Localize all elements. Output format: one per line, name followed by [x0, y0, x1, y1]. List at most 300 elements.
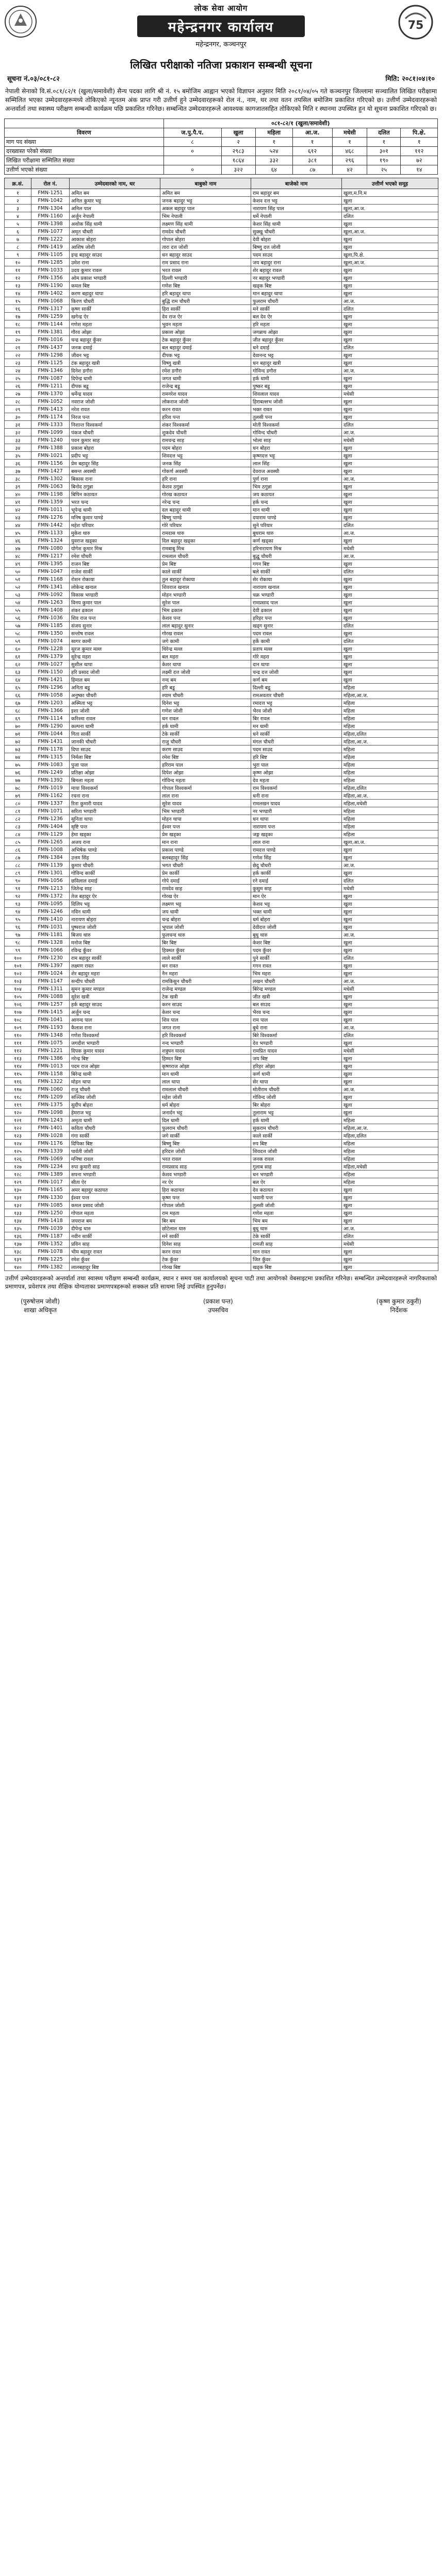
group-cell: खुला: [342, 375, 438, 382]
roll-number-cell: FMN-1402: [31, 290, 70, 297]
father-name-cell: हरिदत्त जोशी: [160, 1147, 251, 1155]
table-row: [5, 444, 438, 452]
group-cell: महिला: [342, 807, 438, 815]
roll-number-cell: FMN-1181: [31, 931, 70, 939]
father-name-cell: गोपाल बोहरा: [160, 235, 251, 243]
table-row: [5, 1047, 438, 1055]
roll-number-cell: FMN-1265: [31, 838, 70, 846]
candidate-name-cell: दिपा साउद: [70, 745, 160, 753]
father-name-cell: जगे सार्की: [160, 1132, 251, 1140]
summary-cell: १९०: [367, 156, 401, 165]
group-cell: दलित: [342, 877, 438, 885]
serial-cell: ४६: [5, 537, 31, 545]
candidate-name-cell: ओम प्रकाश भण्डारी: [70, 274, 160, 282]
roll-number-cell: FMN-1033: [31, 266, 70, 274]
candidate-name-cell: गोविन्द कार्की: [70, 869, 160, 877]
father-name-cell: शुकदेव चौधरी: [160, 429, 251, 436]
grandfather-name-cell: धर्म बोहरा: [251, 916, 342, 923]
serial-cell: ९९: [5, 946, 31, 954]
candidate-name-cell: रमेश चौधरी: [70, 552, 160, 560]
serial-cell: ९२: [5, 892, 31, 900]
group-cell: महिला: [342, 745, 438, 753]
table-row: [5, 1232, 438, 1240]
grandfather-name-cell: रमादत्त भट्ट: [251, 699, 342, 707]
serial-cell: १०४: [5, 985, 31, 993]
serial-cell: ६४: [5, 676, 31, 684]
father-name-cell: राम महता: [160, 1209, 251, 1217]
serial-cell: १३३: [5, 1209, 31, 1217]
grandfather-name-cell: बुधराम थारु: [251, 529, 342, 537]
summary-cell: ८७: [292, 165, 332, 175]
grandfather-name-cell: बिरेन्द्र मण्डल: [251, 985, 342, 993]
table-row: [5, 916, 438, 923]
table-row: [5, 745, 438, 753]
grandfather-name-cell: गगन रावत: [251, 962, 342, 970]
candidate-name-cell: प्रकाश बोहरा: [70, 444, 160, 452]
table-row: [5, 436, 438, 444]
father-name-cell: हरि राना: [160, 475, 251, 483]
roll-number-cell: FMN-1088: [31, 993, 70, 1001]
candidate-name-cell: आकाश बोहरा: [70, 235, 160, 243]
table-row: [5, 259, 438, 266]
grandfather-name-cell: धन भण्डारी: [251, 1171, 342, 1178]
group-cell: महिला: [342, 684, 438, 691]
serial-cell: ७४: [5, 753, 31, 761]
father-name-cell: लक्ष्मण सिंह धामी: [160, 220, 251, 228]
father-name-cell: बलबहादुर सिंह: [160, 854, 251, 861]
table-row: [5, 421, 438, 429]
serial-cell: ६३: [5, 668, 31, 676]
serial-cell: १८: [5, 320, 31, 328]
roll-number-cell: FMN-1036: [31, 614, 70, 622]
roll-number-cell: FMN-1337: [31, 800, 70, 807]
candidate-name-cell: नारायण बोहरा: [70, 916, 160, 923]
group-cell: महिला,मधेसी: [342, 800, 438, 807]
roll-number-cell: FMN-1230: [31, 954, 70, 962]
grandfather-name-cell: दान थापा: [251, 660, 342, 668]
signature: [21, 1297, 60, 1314]
roll-number-cell: FMN-1301: [31, 869, 70, 877]
father-name-cell: लक्ष्मण भट्ट: [160, 900, 251, 908]
table-row: [5, 1062, 438, 1070]
grandfather-name-cell: बुद्धु चौधरी: [251, 552, 342, 560]
roll-number-cell: FMN-1066: [31, 946, 70, 954]
candidate-name-cell: अनिता बडू: [70, 684, 160, 691]
father-name-cell: दिल बहादुर खड्का: [160, 537, 251, 545]
serial-cell: ७३: [5, 745, 31, 753]
candidate-name-cell: सृष्टि पन्त: [70, 823, 160, 831]
group-cell: दलित: [342, 212, 438, 220]
roll-number-cell: FMN-1296: [31, 684, 70, 691]
summary-col-header: महिला: [255, 128, 292, 138]
table-row: [5, 1248, 438, 1256]
candidate-name-cell: जितेन्द्र साह: [70, 885, 160, 892]
candidate-name-cell: दिपिका बिष्ट: [70, 1140, 160, 1147]
grandfather-name-cell: रामलखन यादव: [251, 800, 342, 807]
serial-cell: ५२: [5, 583, 31, 591]
table-row: [5, 637, 438, 645]
table-row: [5, 931, 438, 939]
group-cell: मधेसी: [342, 1240, 438, 1248]
group-cell: खुला: [342, 1093, 438, 1101]
father-name-cell: राजेन्द्र बडू: [160, 382, 251, 390]
candidate-name-cell: प्रतिक्षा ओझा: [70, 769, 160, 776]
grandfather-name-cell: पुर्ण राना: [251, 475, 342, 483]
table-row: [5, 344, 438, 351]
group-cell: खुला: [342, 382, 438, 390]
grandfather-name-cell: केशव भट्ट: [251, 900, 342, 908]
grandfather-name-cell: मंगल चौधरी: [251, 738, 342, 745]
candidate-name-cell: सन्दीप चौधरी: [70, 977, 160, 985]
roll-number-cell: FMN-1019: [31, 784, 70, 792]
father-name-cell: दिल्ली भण्डारी: [160, 274, 251, 282]
summary-cell: [163, 156, 221, 165]
grandfather-name-cell: धनी राना: [251, 792, 342, 800]
serial-cell: १३१: [5, 1194, 31, 1201]
serial-cell: १०८: [5, 1016, 31, 1024]
table-row: [5, 413, 438, 421]
serial-cell: १३९: [5, 1256, 31, 1263]
table-row: [5, 1116, 438, 1124]
summary-cell: ०: [163, 147, 221, 156]
roll-number-cell: FMN-1442: [31, 521, 70, 529]
group-cell: आ.ज.: [342, 1086, 438, 1093]
group-cell: खुला: [342, 993, 438, 1001]
summary-cell: ८: [163, 138, 221, 147]
group-cell: खुला: [342, 846, 438, 854]
group-cell: महिला: [342, 815, 438, 823]
father-name-cell: सुरेश यादव: [160, 800, 251, 807]
signatory-title: निर्देशक: [390, 1307, 408, 1314]
roll-number-cell: FMN-1408: [31, 606, 70, 614]
summary-cell: १८६४: [221, 156, 255, 165]
group-cell: दलित: [342, 954, 438, 962]
table-row: [5, 1225, 438, 1232]
summary-col-header: ज.पु.पै.प.: [163, 128, 221, 138]
candidate-name-cell: दीपक बडू: [70, 382, 160, 390]
summary-cell: ३३२: [255, 156, 292, 165]
table-row: [5, 282, 438, 290]
group-cell: खुला: [342, 591, 438, 599]
father-name-cell: केशव ठगुन्ना: [160, 483, 251, 490]
table-row: [5, 861, 438, 869]
father-name-cell: रामप्रसाद साह: [160, 1163, 251, 1171]
candidate-name-cell: गणेश महता: [70, 320, 160, 328]
father-name-cell: गोपे दमाई: [160, 877, 251, 885]
table-row: [5, 297, 438, 305]
grandfather-name-cell: गणेश सिंह: [251, 854, 342, 861]
grandfather-name-cell: रामदत्त पाण्डे: [251, 846, 342, 854]
table-row: [5, 467, 438, 475]
table-row: [5, 1163, 438, 1171]
table-row: [5, 954, 438, 962]
results-col-header: उत्तीर्ण भएको समूह: [342, 178, 438, 189]
group-cell: खुला: [342, 583, 438, 591]
roll-number-cell: FMN-1413: [31, 405, 70, 413]
candidate-name-cell: कविता चौधरी: [70, 1124, 160, 1132]
grandfather-name-cell: सुकराम चौधरी: [251, 1124, 342, 1132]
father-name-cell: धन बहादुर साउद: [160, 251, 251, 259]
serial-cell: ६८: [5, 707, 31, 715]
grandfather-name-cell: गुलाब साह: [251, 1163, 342, 1171]
roll-number-cell: FMN-1259: [31, 313, 70, 320]
serial-cell: २४: [5, 367, 31, 375]
father-name-cell: लाले सार्की: [160, 954, 251, 962]
summary-cell: ५२४: [255, 147, 292, 156]
serial-cell: १३२: [5, 1201, 31, 1209]
candidate-name-cell: सुशील थापा: [70, 660, 160, 668]
grandfather-name-cell: देव कठायत: [251, 1186, 342, 1194]
grandfather-name-cell: चक्र भण्डारी: [251, 591, 342, 599]
notice-title: लिखित परीक्षाको नतिजा प्रकाशन सम्बन्धी सूचना: [130, 59, 312, 71]
roll-number-cell: FMN-1078: [31, 1248, 70, 1256]
group-cell: महिला,आ.ज.: [342, 792, 438, 800]
table-row: [5, 753, 438, 761]
table-row: [5, 892, 438, 900]
group-cell: खुला: [342, 1039, 438, 1047]
roll-number-cell: FMN-1389: [31, 1171, 70, 1178]
serial-cell: ५१: [5, 575, 31, 583]
roll-number-cell: FMN-1311: [31, 985, 70, 993]
table-row: [5, 537, 438, 545]
grandfather-name-cell: मोतीराम चौधरी: [251, 1086, 342, 1093]
table-row: [5, 885, 438, 892]
signatory-name: (कृष्ण कुमार ठकुरी): [376, 1298, 421, 1305]
serial-cell: २: [5, 197, 31, 205]
table-row: [5, 460, 438, 467]
candidate-name-cell: उमेश राना: [70, 259, 160, 266]
group-cell: खुला: [342, 560, 438, 568]
table-row: [5, 854, 438, 861]
serial-cell: १३५: [5, 1225, 31, 1232]
candidate-name-cell: निर्मला बिष्ट: [70, 753, 160, 761]
grandfather-name-cell: पुने सार्की: [251, 954, 342, 962]
serial-cell: ३५: [5, 452, 31, 460]
table-row: [5, 1093, 438, 1101]
group-cell: खुला: [342, 266, 438, 274]
father-name-cell: केशव भण्डारी: [160, 1171, 251, 1178]
roll-number-cell: FMN-1158: [31, 1070, 70, 1078]
table-row: [5, 900, 438, 908]
candidate-name-cell: सुरज कुमार मल्ल: [70, 645, 160, 653]
serial-cell: १४०: [5, 1263, 31, 1271]
father-name-cell: हिरा कठायत: [160, 1186, 251, 1194]
summary-cell: ११२: [401, 147, 438, 156]
candidate-name-cell: करण बहादुर थापा: [70, 290, 160, 297]
serial-cell: १२९: [5, 1178, 31, 1186]
serial-cell: २५: [5, 375, 31, 382]
grandfather-name-cell: गगन बिष्ट: [251, 560, 342, 568]
father-name-cell: अमित बम: [160, 189, 251, 197]
candidate-name-cell: विनय कुमार पाल: [70, 599, 160, 606]
table-row: [5, 359, 438, 367]
serial-cell: ८१: [5, 807, 31, 815]
serial-cell: ७७: [5, 776, 31, 784]
roll-number-cell: FMN-1421: [31, 676, 70, 684]
candidate-name-cell: आशिष जोशी: [70, 243, 160, 251]
candidate-name-cell: उत्तम सिंह: [70, 854, 160, 861]
father-name-cell: फुलचन्द थारु: [160, 931, 251, 939]
candidate-name-cell: कृष्ण सार्की: [70, 305, 160, 313]
roll-number-cell: FMN-1008: [31, 846, 70, 854]
roll-number-cell: FMN-1129: [31, 831, 70, 838]
grandfather-name-cell: रने दमाई: [251, 877, 342, 885]
candidate-name-cell: बसन्त अवस्थी: [70, 467, 160, 475]
grandfather-name-cell: लाल सिंह: [251, 460, 342, 467]
summary-cell: ३८१: [292, 156, 332, 165]
grandfather-name-cell: भिम ठगुन्ना: [251, 483, 342, 490]
roll-number-cell: FMN-1083: [31, 761, 70, 769]
father-name-cell: श्याम चौधरी: [160, 691, 251, 699]
group-cell: खुला: [342, 1186, 438, 1194]
group-cell: खुला: [342, 398, 438, 405]
grandfather-name-cell: बिष्णु दत्त जोशी: [251, 243, 342, 251]
table-row: [5, 1101, 438, 1109]
group-cell: खुला: [342, 1248, 438, 1256]
roll-number-cell: FMN-1333: [31, 421, 70, 429]
roll-number-cell: FMN-1052: [31, 398, 70, 405]
father-name-cell: प्रेम खड्का: [160, 831, 251, 838]
candidate-name-cell: राजेश सार्की: [70, 568, 160, 575]
grandfather-name-cell: भिम महरा: [251, 970, 342, 977]
grandfather-name-cell: तुलसी जोशी: [251, 1201, 342, 1209]
group-cell: खुला: [342, 892, 438, 900]
candidate-name-cell: बिनोद ठगुन्ना: [70, 483, 160, 490]
summary-cell: १: [292, 138, 332, 147]
candidate-name-cell: भरत चन्द: [70, 498, 160, 506]
roll-number-cell: FMN-1250: [31, 1209, 70, 1217]
grandfather-name-cell: देव भण्डारी: [251, 1039, 342, 1047]
group-cell: खुला: [342, 351, 438, 359]
group-cell: खुला: [342, 1194, 438, 1201]
group-cell: खुला: [342, 1201, 438, 1209]
group-cell: खुला: [342, 483, 438, 490]
grandfather-name-cell: बिर रावल: [251, 715, 342, 722]
group-cell: मधेसी: [342, 1047, 438, 1055]
grandfather-name-cell: लाल राना: [251, 838, 342, 846]
grandfather-name-cell: हर्क धामी: [251, 375, 342, 382]
roll-number-cell: FMN-1395: [31, 560, 70, 568]
serial-cell: ९८: [5, 939, 31, 946]
group-cell: खुला: [342, 452, 438, 460]
grandfather-name-cell: मन धामी: [251, 722, 342, 730]
roll-number-cell: FMN-1382: [31, 1263, 70, 1271]
grandfather-name-cell: खड्क बिष्ट: [251, 1263, 342, 1271]
roll-number-cell: FMN-1074: [31, 637, 70, 645]
serial-cell: ८४: [5, 831, 31, 838]
table-row: [5, 575, 438, 583]
table-row: [5, 274, 438, 282]
serial-cell: १३४: [5, 1217, 31, 1225]
serial-cell: ३८: [5, 475, 31, 483]
grandfather-name-cell: भक्त धामी: [251, 908, 342, 916]
father-name-cell: भिम भण्डारी: [160, 807, 251, 815]
serial-cell: १०७: [5, 1008, 31, 1016]
table-row: [5, 668, 438, 676]
group-cell: आ.ज.: [342, 367, 438, 375]
candidate-name-cell: जगदीश भण्डारी: [70, 1039, 160, 1047]
table-row: [5, 630, 438, 637]
group-cell: खुला: [342, 336, 438, 344]
father-name-cell: काले सार्की: [160, 568, 251, 575]
father-name-cell: गणेश बिष्ट: [160, 282, 251, 290]
serial-cell: ७६: [5, 769, 31, 776]
roll-number-cell: FMN-1404: [31, 823, 70, 831]
candidate-name-cell: पदम राज ओझा: [70, 1062, 160, 1070]
group-cell: महिला: [342, 753, 438, 761]
father-name-cell: धर्म बोहरा: [160, 1101, 251, 1109]
serial-cell: ८९: [5, 869, 31, 877]
grandfather-name-cell: जय बिष्ट: [251, 1055, 342, 1062]
table-row: [5, 545, 438, 552]
table-row: [5, 305, 438, 313]
candidate-name-cell: लक्ष्मण रावत: [70, 962, 160, 970]
candidate-name-cell: मनोज बिष्ट: [70, 939, 160, 946]
roll-number-cell: FMN-1243: [31, 1116, 70, 1124]
serial-cell: ६१: [5, 653, 31, 660]
father-name-cell: फुलराम चौधरी: [160, 1124, 251, 1132]
serial-cell: ३०: [5, 413, 31, 421]
roll-number-cell: FMN-1024: [31, 970, 70, 977]
serial-cell: १००: [5, 954, 31, 962]
grandfather-name-cell: जित कुँवर: [251, 1256, 342, 1263]
group-cell: दलित: [342, 421, 438, 429]
serial-cell: ९३: [5, 900, 31, 908]
candidate-name-cell: सुरेश खत्री: [70, 993, 160, 1001]
roll-number-cell: FMN-1352: [31, 1240, 70, 1248]
group-cell: महिला: [342, 722, 438, 730]
group-cell: खुला: [342, 676, 438, 684]
group-cell: महिला: [342, 1116, 438, 1124]
candidate-name-cell: महेश परियार: [70, 521, 160, 529]
candidate-name-cell: शेर बहादुर महरा: [70, 970, 160, 977]
father-name-cell: दिपेश ओझा: [160, 769, 251, 776]
table-row: [5, 521, 438, 529]
father-name-cell: दल बहादुर धामी: [160, 506, 251, 514]
serial-cell: ४९: [5, 560, 31, 568]
group-cell: खुला,आ.ज.: [342, 228, 438, 235]
table-row: [5, 429, 438, 436]
grandfather-name-cell: कृष्णदत्त भट्ट: [251, 452, 342, 460]
roll-number-cell: FMN-1397: [31, 962, 70, 970]
group-cell: खुला: [342, 970, 438, 977]
roll-number-cell: FMN-1317: [31, 305, 70, 313]
father-name-cell: गोपाल विश्वकर्मा: [160, 784, 251, 792]
signatory-title: उपसचिव: [208, 1307, 228, 1314]
serial-cell: ३९: [5, 483, 31, 490]
group-cell: खुला: [342, 962, 438, 970]
serial-cell: ११४: [5, 1062, 31, 1070]
roll-number-cell: FMN-1298: [31, 351, 70, 359]
summary-table: [4, 118, 438, 175]
roll-number-cell: FMN-1356: [31, 274, 70, 282]
serial-cell: १७: [5, 313, 31, 320]
father-name-cell: रामकिसुन चौधरी: [160, 977, 251, 985]
serial-cell: ११५: [5, 1070, 31, 1078]
roll-number-cell: FMN-1203: [31, 699, 70, 707]
serial-cell: ७९: [5, 792, 31, 800]
candidate-name-cell: आनन्द पाल: [70, 1016, 160, 1024]
table-row: [5, 645, 438, 653]
group-cell: खुला: [342, 220, 438, 228]
father-name-cell: करन साउद: [160, 1001, 251, 1008]
group-cell: आ.ज.: [342, 475, 438, 483]
candidate-name-cell: सपना भण्डारी: [70, 1171, 160, 1178]
group-cell: खुला: [342, 282, 438, 290]
serial-cell: १०: [5, 259, 31, 266]
serial-cell: ११३: [5, 1055, 31, 1062]
father-name-cell: प्रेम बिष्ट: [160, 560, 251, 568]
